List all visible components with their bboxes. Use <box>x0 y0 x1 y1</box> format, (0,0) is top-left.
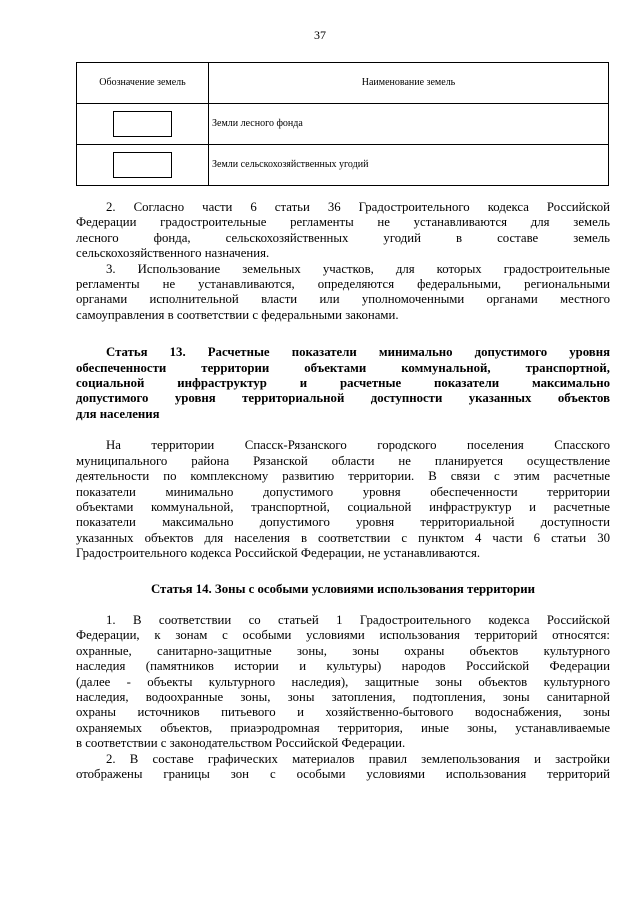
text-line: Градостроительного кодекса Российской Федерации, не устанавливаются. <box>76 546 481 561</box>
text-line: 2. В составе графических материалов правил землепользования и застройки <box>106 751 610 766</box>
text-line: самоуправления в соответствии с федеральными законами. <box>76 307 399 322</box>
page-number: 37 <box>314 28 326 42</box>
text-line: 3. Использование земельных участков, для которых градостроительные <box>106 261 610 276</box>
paragraph-2 <box>76 200 610 262</box>
legend-symbol-cell <box>77 104 209 145</box>
text-line: На территории Спасск-Рязанского городского поселения Спасского <box>106 438 610 453</box>
heading-line: допустимого уровня территориальной доступности указанных объектов <box>76 391 610 406</box>
article-13-heading <box>76 345 610 422</box>
heading-line: для населения <box>76 406 160 421</box>
text-line: охранные, санитарно-защитные зоны, зоны охраны объектов культурного <box>76 643 610 658</box>
text-line: Федерации, к зонам с особыми условиями использования территорий относятся: <box>76 628 610 643</box>
text-line: деятельности по комплексному развитию территории. В связи с этим расчетные <box>76 469 610 484</box>
text-line: регламенты не устанавливаются, определяются федеральными, региональными <box>76 277 610 292</box>
heading-line: обеспеченности территории объектами коммунальной, транспортной, <box>76 360 610 375</box>
text-line: (далее - объекты культурного наследия), защитные зоны объектов культурного <box>76 674 610 689</box>
table-row <box>77 104 609 145</box>
legend-name-cell: Земли лесного фонда <box>209 104 609 145</box>
article-13-body <box>76 438 610 561</box>
agricultural-land-swatch <box>113 152 172 178</box>
text-line: показатели максимально допустимого уровня территориальной доступности <box>76 515 610 530</box>
heading-line: Статья 14. Зоны с особыми условиями использования территории <box>150 581 536 596</box>
text-line: отображены границы зон с особыми условиями использования территорий <box>76 767 610 781</box>
text-line: Федерации градостроительные регламенты не устанавливаются для земель <box>76 215 610 230</box>
legend-name-cell: Земли сельскохозяйственных угодий <box>209 145 609 186</box>
text-line: органами исполнительной власти или уполномоченными органами местного <box>76 292 610 307</box>
text-line: лесного фонда, сельскохозяйственных угодий в составе земель <box>76 230 610 245</box>
text-line: наследия, водоохранные зоны, зоны затопления, подтопления, зоны санитарной <box>76 689 610 704</box>
table-header-row <box>77 63 609 104</box>
heading-line: социальной инфраструктур и расчетные показатели максимально <box>76 376 610 391</box>
land-legend-table <box>76 62 609 186</box>
text-line: муниципального района Рязанской области не планируется осуществление <box>76 453 610 468</box>
text-line: 2. Согласно части 6 статьи 36 Градостроительного кодекса Российской <box>106 200 610 214</box>
text-line: охраны источников питьевого и хозяйственно-бытового водоснабжения, зоны <box>76 705 610 720</box>
text-line: показатели минимально допустимого уровня обеспеченности территории <box>76 484 610 499</box>
text-line: в соответствии с законодательством Российской Федерации. <box>76 736 406 751</box>
text-line: охраняемых объектов, приаэродромная территория, иные зоны, устанавливаемые <box>76 720 610 735</box>
text-line: объектами коммунальной, транспортной, социальной инфраструктур и расчетные <box>76 499 610 514</box>
text-line: указанных объектов для населения в соответствии с пунктом 4 части 6 статьи 30 <box>76 530 610 545</box>
heading-line: Статья 13. Расчетные показатели минимально допустимого уровня <box>106 345 610 360</box>
article-14-paragraph-2 <box>76 752 610 783</box>
text-line: наследия (памятников истории и культуры) народов Российской Федерации <box>76 659 610 674</box>
article-14-paragraph-1 <box>76 613 610 752</box>
paragraph-3 <box>76 262 610 324</box>
text-line: 1. В соответствии со статьей 1 Градостроительного кодекса Российской <box>106 612 610 627</box>
header-land-symbol: Обозначение земель <box>77 63 209 104</box>
text-line: сельскохозяйственного назначения. <box>76 246 270 261</box>
forest-land-swatch <box>113 111 172 137</box>
table-row <box>77 145 609 186</box>
legend-symbol-cell <box>77 145 209 186</box>
article-14-heading <box>76 582 610 597</box>
document-body <box>76 200 610 782</box>
header-land-name: Наименование земель <box>209 63 609 104</box>
